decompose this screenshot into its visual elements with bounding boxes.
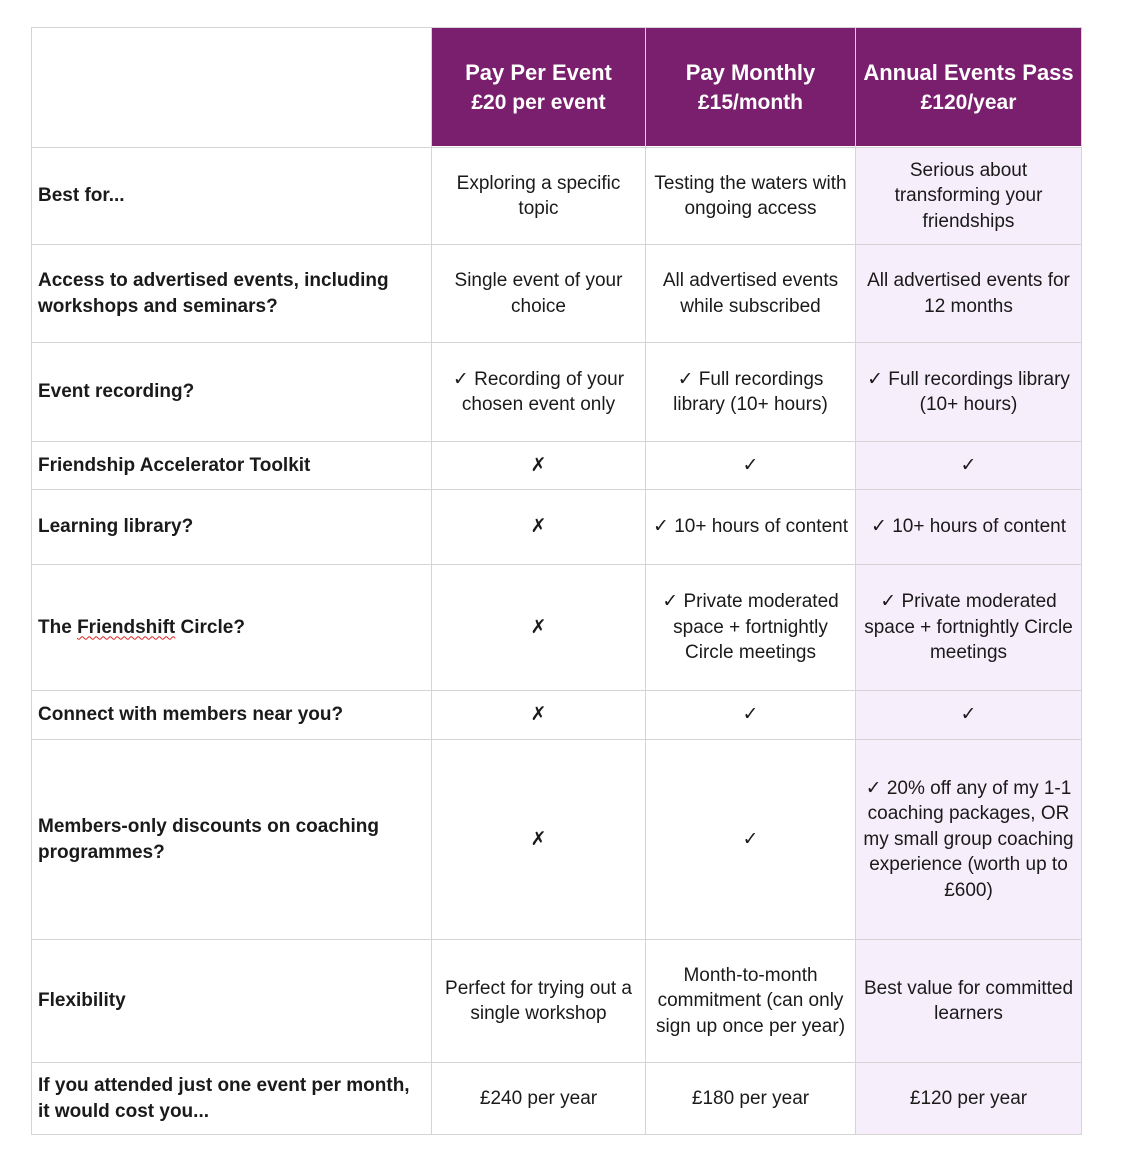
cross-icon: ✗ (432, 691, 646, 740)
table-row (32, 490, 1082, 565)
cross-icon: ✗ (432, 490, 646, 565)
cell-pay-monthly: ✓ Full recordings library (10+ hours) (646, 343, 856, 442)
table-row (32, 148, 1082, 245)
check-icon: ✓ (646, 691, 856, 740)
table-row (32, 740, 1082, 940)
cell-annual-pass: Best value for committed learners (856, 940, 1082, 1063)
table-row (32, 565, 1082, 691)
header-corner (32, 28, 432, 148)
feature-label: Access to advertised events, including workshops and seminars? (32, 245, 432, 343)
check-icon: ✓ (646, 442, 856, 490)
spellcheck-flagged-word: Friendshift (77, 616, 176, 638)
cell-annual-pass: ✓ Private moderated space + fortnightly Circle meetings (856, 565, 1082, 691)
table-row (32, 940, 1082, 1063)
plan-header-row (32, 28, 1082, 148)
feature-label: Event recording? (32, 343, 432, 442)
table-row (32, 691, 1082, 740)
plan-header-pay-monthly (646, 28, 856, 148)
table-row (32, 1063, 1082, 1135)
plan-header-pay-per-event (432, 28, 646, 148)
cell-annual-pass: All advertised events for 12 months (856, 245, 1082, 343)
cell-pay-per-event: Perfect for trying out a single workshop (432, 940, 646, 1063)
cell-pay-per-event: £240 per year (432, 1063, 646, 1135)
pricing-comparison-table (31, 27, 1082, 1135)
plan-name: Pay Monthly (685, 59, 816, 85)
check-icon: ✓ (646, 740, 856, 940)
feature-label-prefix: The (38, 616, 78, 638)
plan-name: Pay Per Event (465, 59, 612, 85)
cell-annual-pass: Serious about transforming your friendships (856, 148, 1082, 245)
feature-label: Best for... (32, 148, 432, 245)
feature-label: Friendship Accelerator Toolkit (32, 442, 432, 490)
feature-label: Flexibility (32, 940, 432, 1063)
cell-annual-pass: £120 per year (856, 1063, 1082, 1135)
cell-pay-monthly: £180 per year (646, 1063, 856, 1135)
cell-annual-pass: ✓ 10+ hours of content (856, 490, 1082, 565)
plan-price: £20 per event (471, 90, 606, 114)
plan-price: £15/month (697, 90, 804, 114)
cell-annual-pass: ✓ 20% off any of my 1-1 coaching packages, OR my small group coaching experience (worth up to £600) (856, 740, 1082, 940)
check-icon: ✓ (856, 691, 1082, 740)
cell-pay-per-event: Exploring a specific topic (432, 148, 646, 245)
plan-name: Annual Events Pass (863, 59, 1074, 85)
feature-label: If you attended just one event per month, it would cost you... (32, 1063, 432, 1135)
check-icon: ✓ (856, 442, 1082, 490)
table-row (32, 245, 1082, 343)
cross-icon: ✗ (432, 565, 646, 691)
cell-pay-monthly: ✓ Private moderated space + fortnightly Circle meetings (646, 565, 856, 691)
feature-label: Members-only discounts on coaching programmes? (32, 740, 432, 940)
cell-annual-pass: ✓ Full recordings library (10+ hours) (856, 343, 1082, 442)
table-row (32, 343, 1082, 442)
cell-pay-per-event: Single event of your choice (432, 245, 646, 343)
feature-label-suffix: Circle? (175, 616, 245, 638)
cell-pay-per-event: ✓ Recording of your chosen event only (432, 343, 646, 442)
cross-icon: ✗ (432, 740, 646, 940)
feature-label: Connect with members near you? (32, 691, 432, 740)
cell-pay-monthly: Month-to-month commitment (can only sign up once per year) (646, 940, 856, 1063)
feature-label: Learning library? (32, 490, 432, 565)
cell-pay-monthly: All advertised events while subscribed (646, 245, 856, 343)
plan-header-annual-pass (856, 28, 1082, 148)
feature-label (32, 565, 432, 691)
cell-pay-monthly: Testing the waters with ongoing access (646, 148, 856, 245)
cross-icon: ✗ (432, 442, 646, 490)
cell-pay-monthly: ✓ 10+ hours of content (646, 490, 856, 565)
plan-price: £120/year (920, 90, 1017, 114)
table-row (32, 442, 1082, 490)
